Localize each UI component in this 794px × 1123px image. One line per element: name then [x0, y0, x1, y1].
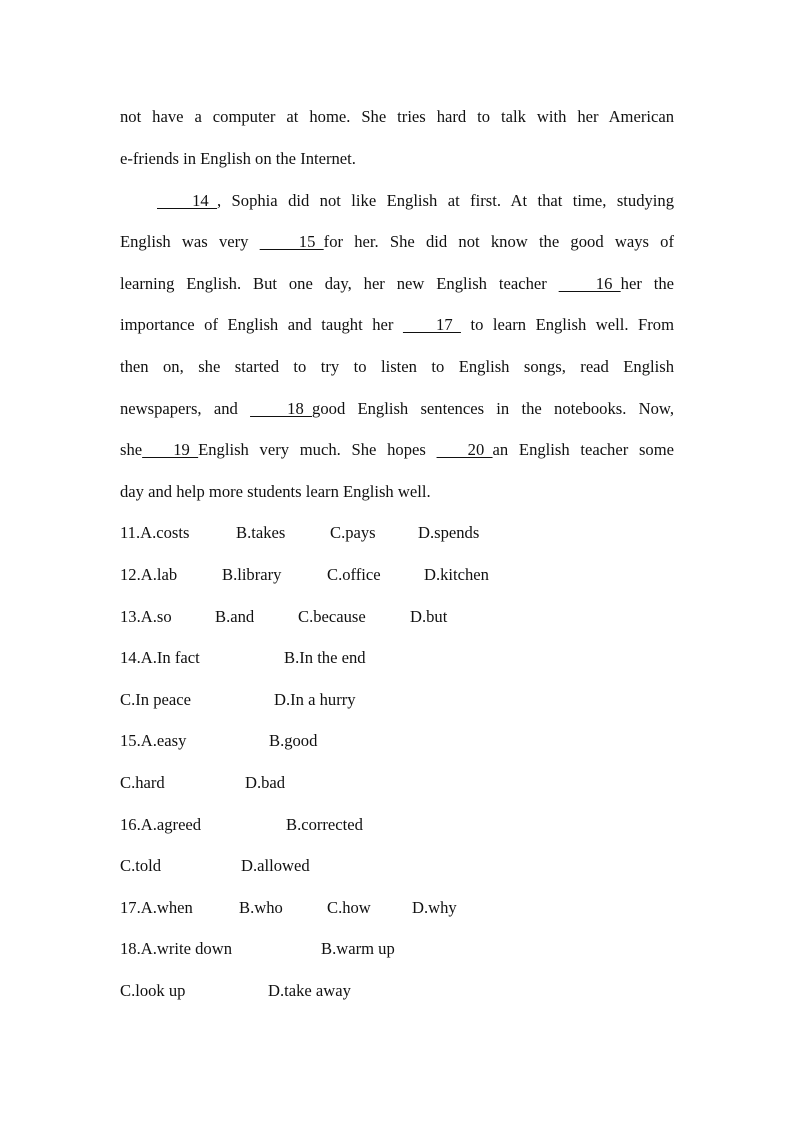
passage-line-7: then on, she started to try to listen to English songs, read English	[120, 357, 674, 376]
option-c: C.because	[298, 607, 366, 626]
passage-text: good English sentences in the notebooks. Now,	[312, 399, 674, 418]
option-a: A.lab	[140, 565, 178, 584]
question-number: 13.	[120, 607, 141, 626]
blank-19: 19	[142, 440, 199, 459]
blank-14: 14	[157, 191, 217, 210]
option-d: D.kitchen	[424, 565, 489, 584]
question-13	[120, 607, 172, 627]
option-c: C.told	[120, 856, 162, 875]
blank-20: 20	[436, 440, 493, 459]
passage-text: , Sophia did not like English at first. At that time, studying	[217, 191, 674, 210]
question-number: 11.	[120, 523, 141, 542]
passage-text: she	[120, 440, 143, 459]
option-a: A.so	[140, 607, 172, 626]
option-b: B.takes	[236, 523, 286, 542]
passage-line-10: day and help more students learn English well.	[120, 482, 431, 501]
question-12	[120, 565, 177, 585]
blank-16: 16	[558, 274, 621, 293]
option-b: B.good	[269, 731, 318, 750]
option-b: B.warm up	[321, 939, 395, 958]
question-number: 14.	[120, 648, 141, 667]
option-c: C.In peace	[120, 690, 191, 709]
option-a: A.agreed	[140, 815, 202, 834]
passage-line-5	[120, 274, 674, 294]
passage-text: her the	[620, 274, 675, 293]
question-15	[120, 731, 186, 751]
passage-line-6	[120, 315, 674, 335]
question-number: 17.	[120, 898, 141, 917]
option-a: A.costs	[140, 523, 190, 542]
option-b: B.corrected	[286, 815, 363, 834]
question-number: 16.	[120, 815, 141, 834]
blank-17: 17	[402, 315, 461, 334]
passage-line-8	[120, 399, 674, 419]
passage-text: to learn English well. From	[460, 315, 674, 334]
question-17	[120, 898, 193, 918]
option-d: D.In a hurry	[274, 690, 356, 709]
option-b: B.and	[215, 607, 255, 626]
question-number: 12.	[120, 565, 141, 584]
question-number: 18.	[120, 939, 141, 958]
option-c: C.look up	[120, 981, 186, 1000]
question-14	[120, 648, 200, 668]
option-d: D.take away	[268, 981, 351, 1000]
option-b: B.In the end	[284, 648, 366, 667]
question-16	[120, 815, 201, 835]
passage-text: importance of English and taught her	[120, 315, 403, 334]
passage-line-2: e-friends in English on the Internet.	[120, 149, 356, 168]
option-a: A.write down	[140, 939, 232, 958]
option-d: D.spends	[418, 523, 480, 542]
option-d: D.but	[410, 607, 448, 626]
option-d: D.allowed	[241, 856, 310, 875]
option-c: C.office	[327, 565, 381, 584]
passage-line-1: not have a computer at home. She tries hard to talk with her American	[120, 107, 674, 126]
option-d: D.why	[412, 898, 457, 917]
option-c: C.pays	[330, 523, 376, 542]
passage-text: English very much. She hopes	[198, 440, 437, 459]
blank-18: 18	[250, 399, 313, 418]
passage-text: newspapers, and	[120, 399, 251, 418]
passage-line-3	[157, 191, 674, 211]
option-c: C.hard	[120, 773, 165, 792]
passage-text: learning English. But one day, her new English teacher	[120, 274, 559, 293]
question-11	[120, 523, 189, 543]
option-b: B.who	[239, 898, 283, 917]
passage-text: for her. She did not know the good ways of	[323, 232, 674, 251]
blank-15: 15	[259, 232, 324, 251]
passage-line-4	[120, 232, 674, 252]
passage-line-9	[120, 440, 674, 460]
option-a: A.when	[140, 898, 193, 917]
option-a: A.In fact	[140, 648, 200, 667]
option-b: B.library	[222, 565, 282, 584]
question-number: 15.	[120, 731, 141, 750]
option-a: A.easy	[140, 731, 187, 750]
question-18	[120, 939, 232, 959]
option-c: C.how	[327, 898, 371, 917]
passage-text: English was very	[120, 232, 260, 251]
option-d: D.bad	[245, 773, 286, 792]
passage-text: an English teacher some	[492, 440, 674, 459]
